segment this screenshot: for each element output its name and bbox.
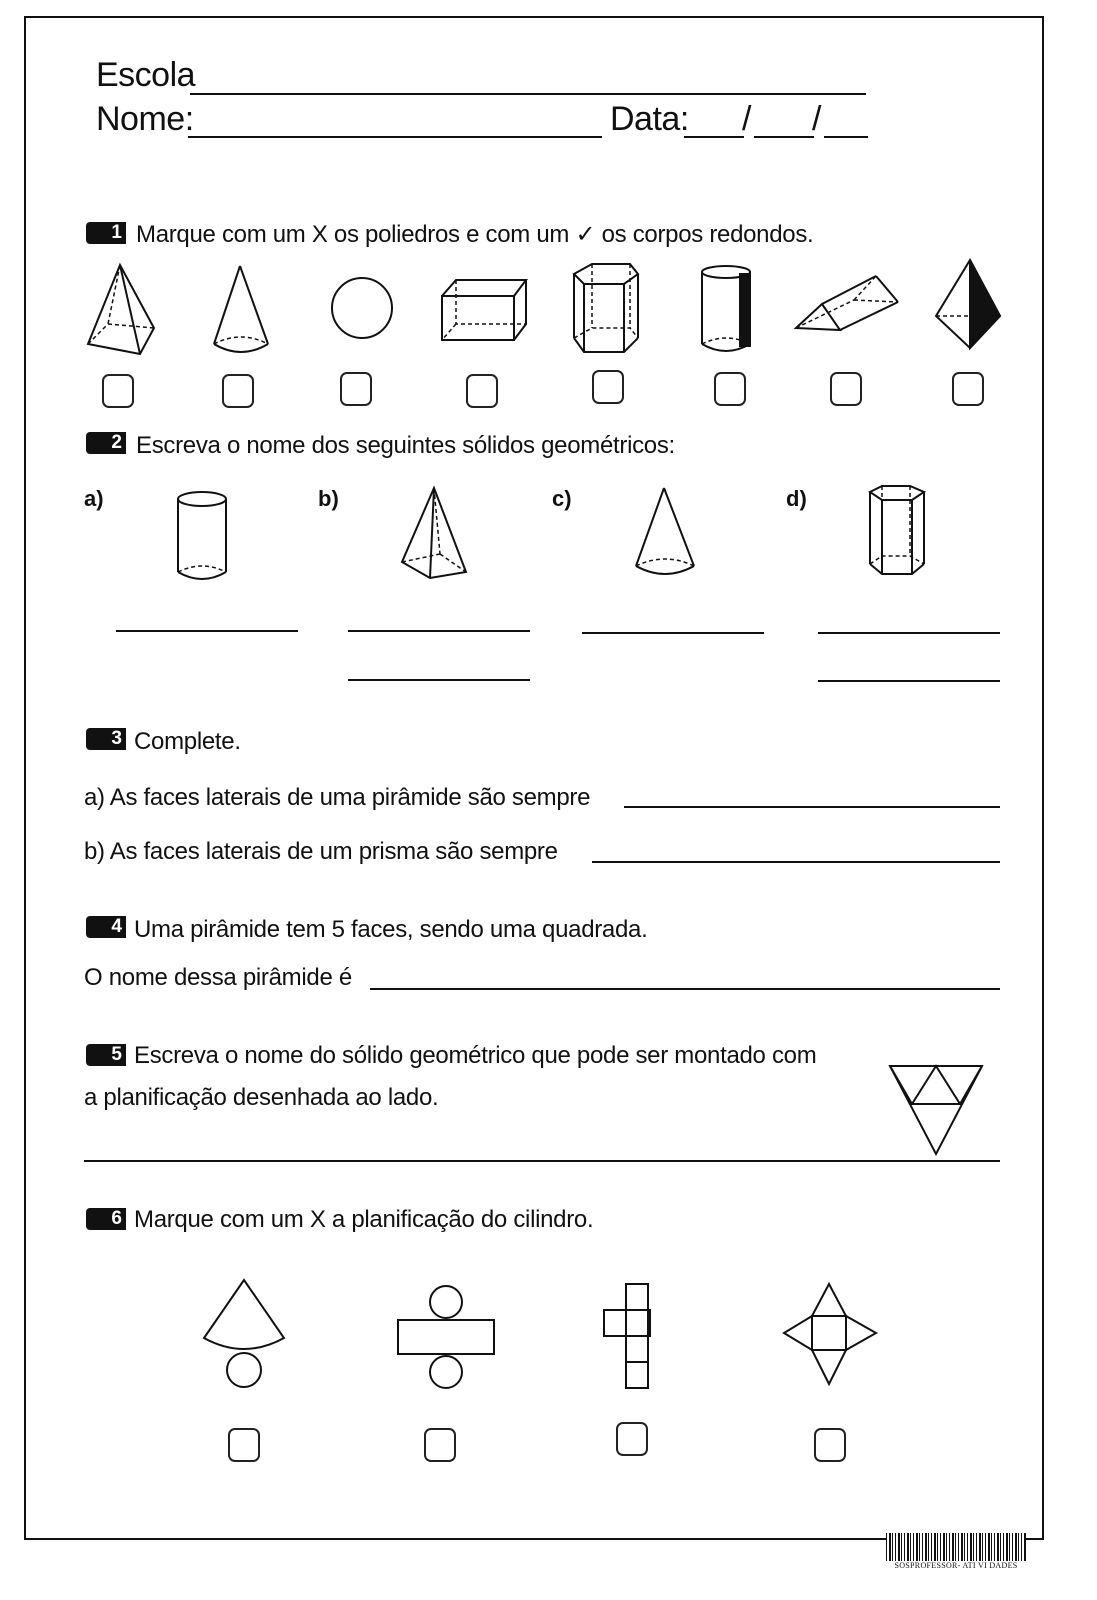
pyramid-net-icon: [780, 1280, 880, 1388]
answer-line-b1[interactable]: [348, 630, 530, 632]
cylinder-net-icon: [396, 1284, 498, 1392]
q1-checkbox-5[interactable]: [592, 370, 624, 404]
barcode: [886, 1533, 1026, 1569]
date-month-line[interactable]: [754, 136, 814, 138]
q1-checkbox-6[interactable]: [714, 372, 746, 406]
item-label-c: c): [552, 486, 572, 511]
question-3a-text: a) As faces laterais de uma pirâmide são sempre: [84, 784, 591, 811]
answer-line-c[interactable]: [582, 632, 764, 634]
q6-checkbox-4[interactable]: [814, 1428, 846, 1462]
date-label: Data:: [610, 100, 689, 138]
triangular-prism-icon: [794, 272, 902, 336]
tetrahedron-icon: [932, 256, 1004, 354]
question-5-text-line1: Escreva o nome do sólido geométrico que pode ser montado com: [134, 1042, 817, 1069]
answer-line-a[interactable]: [116, 630, 298, 632]
item-label-b: b): [318, 486, 339, 511]
cone-icon: [212, 264, 272, 356]
answer-line-d2[interactable]: [818, 680, 1000, 682]
question-2-text: Escreva o nome dos seguintes sólidos geométricos:: [136, 432, 675, 459]
q1-checkbox-8[interactable]: [952, 372, 984, 406]
cylinder-icon: [700, 264, 756, 356]
date-separator: /: [742, 100, 751, 138]
square-pyramid-icon: [86, 262, 156, 358]
hexagonal-prism-icon: [866, 484, 928, 578]
q6-checkbox-1[interactable]: [228, 1428, 260, 1462]
cube-net-icon: [602, 1282, 652, 1390]
question-number-badge: 6: [86, 1208, 126, 1230]
question-number-badge: 1: [86, 222, 126, 244]
cylinder-icon: [176, 490, 232, 584]
date-day-line[interactable]: [684, 136, 744, 138]
q1-checkbox-2[interactable]: [222, 374, 254, 408]
barcode-bars: [886, 1533, 1026, 1561]
q6-checkbox-2[interactable]: [424, 1428, 456, 1462]
school-answer-line[interactable]: [190, 93, 866, 95]
question-4-prompt: O nome dessa pirâmide é: [84, 964, 352, 991]
rectangular-prism-icon: [440, 278, 530, 344]
tetrahedron-net-icon: [886, 1062, 986, 1160]
question-number-badge: 2: [86, 432, 126, 454]
cone-icon: [634, 486, 698, 580]
question-number-badge: 3: [86, 728, 126, 750]
item-label-d: d): [786, 486, 807, 511]
name-label: Nome:: [96, 100, 194, 138]
barcode-text: SOSPROFESSOR- ATI VI DADES: [894, 1561, 1018, 1570]
question-5-text-line2: a planificação desenhada ao lado.: [84, 1084, 439, 1111]
question-4-text: Uma pirâmide tem 5 faces, sendo uma quadrada.: [134, 916, 648, 943]
q1-checkbox-3[interactable]: [340, 372, 372, 406]
answer-line-b2[interactable]: [348, 679, 530, 681]
pentagonal-prism-icon: [572, 262, 640, 356]
school-label: Escola: [96, 56, 196, 94]
q1-checkbox-4[interactable]: [466, 374, 498, 408]
q6-checkbox-3[interactable]: [616, 1422, 648, 1456]
answer-line-5[interactable]: [84, 1160, 1000, 1162]
answer-line-3b[interactable]: [592, 861, 1000, 863]
question-number-badge: 4: [86, 916, 126, 938]
item-label-a: a): [84, 486, 104, 511]
question-number-badge: 5: [86, 1044, 126, 1066]
question-3b-text: b) As faces laterais de um prisma são sempre: [84, 838, 558, 865]
answer-line-4[interactable]: [370, 988, 1000, 990]
cone-net-icon: [200, 1278, 292, 1390]
q1-checkbox-7[interactable]: [830, 372, 862, 406]
name-answer-line[interactable]: [188, 136, 602, 138]
question-1-text: Marque com um X os poliedros e com um ✓ os corpos redondos.: [136, 221, 814, 248]
date-separator: /: [812, 100, 821, 138]
square-pyramid-icon: [400, 486, 470, 580]
answer-line-d1[interactable]: [818, 632, 1000, 634]
question-3-text: Complete.: [134, 728, 241, 755]
q1-checkbox-1[interactable]: [102, 374, 134, 408]
answer-line-3a[interactable]: [624, 806, 1000, 808]
question-6-text: Marque com um X a planificação do cilindro.: [134, 1206, 594, 1233]
sphere-icon: [330, 276, 396, 342]
date-year-line[interactable]: [824, 136, 868, 138]
